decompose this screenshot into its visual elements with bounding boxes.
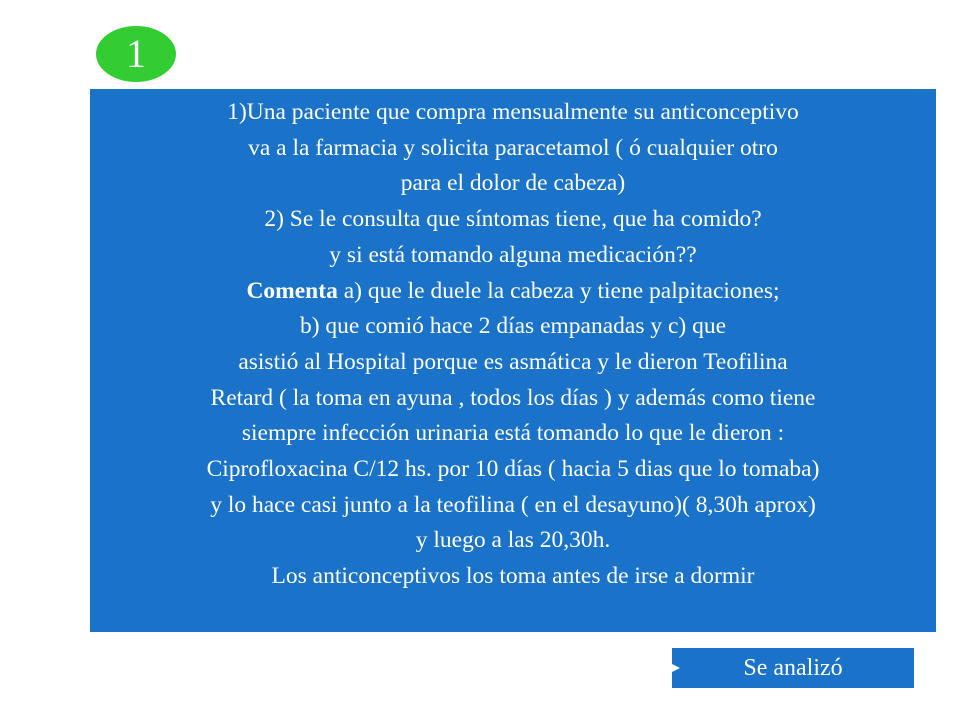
case-line-10: siempre infección urinaria está tomando lo que le dieron : bbox=[241, 420, 785, 447]
se-analizo-button[interactable] bbox=[672, 648, 914, 688]
case-line-7: b) que comió hace 2 días empanadas y c) que bbox=[299, 313, 727, 340]
case-line-9: Retard ( la toma en ayuna , todos los días ) y además como tiene bbox=[210, 384, 816, 411]
slide-number-badge bbox=[96, 26, 176, 82]
case-line-11: Ciprofloxacina C/12 hs. por 10 días ( hacia 5 dias que lo tomaba) bbox=[206, 456, 820, 483]
case-line-2: va a la farmacia y solicita paracetamol ( ó cualquier otro bbox=[248, 134, 778, 161]
case-line-14: Los anticonceptivos los toma antes de irse a dormir bbox=[271, 563, 755, 590]
case-line-4: 2) Se le consulta que síntomas tiene, que ha comido? bbox=[264, 206, 762, 233]
case-line-6 bbox=[90, 274, 936, 310]
case-line-3: para el dolor de cabeza) bbox=[400, 170, 626, 197]
case-line-12: y lo hace casi junto a la teofilina ( en el desayuno)( 8,30h aprox) bbox=[210, 491, 816, 518]
case-line-13: y luego a las 20,30h. bbox=[415, 527, 611, 554]
case-description-panel bbox=[90, 89, 936, 632]
case-line-1: 1)Una paciente que compra mensualmente su anticonceptivo bbox=[227, 99, 799, 125]
case-line-8: asistió al Hospital porque es asmática y le dieron Teofilina bbox=[238, 348, 788, 375]
case-line-6-text: a) que le duele la cabeza y tiene palpitaciones; bbox=[337, 277, 780, 304]
case-line-5: y si está tomando alguna medicación?? bbox=[329, 241, 697, 268]
arrow-notch-icon bbox=[672, 664, 680, 672]
comenta-bold-label: Comenta bbox=[246, 277, 338, 304]
se-analizo-label: Se analizó bbox=[743, 654, 843, 681]
slide-number: 1 bbox=[126, 31, 146, 76]
